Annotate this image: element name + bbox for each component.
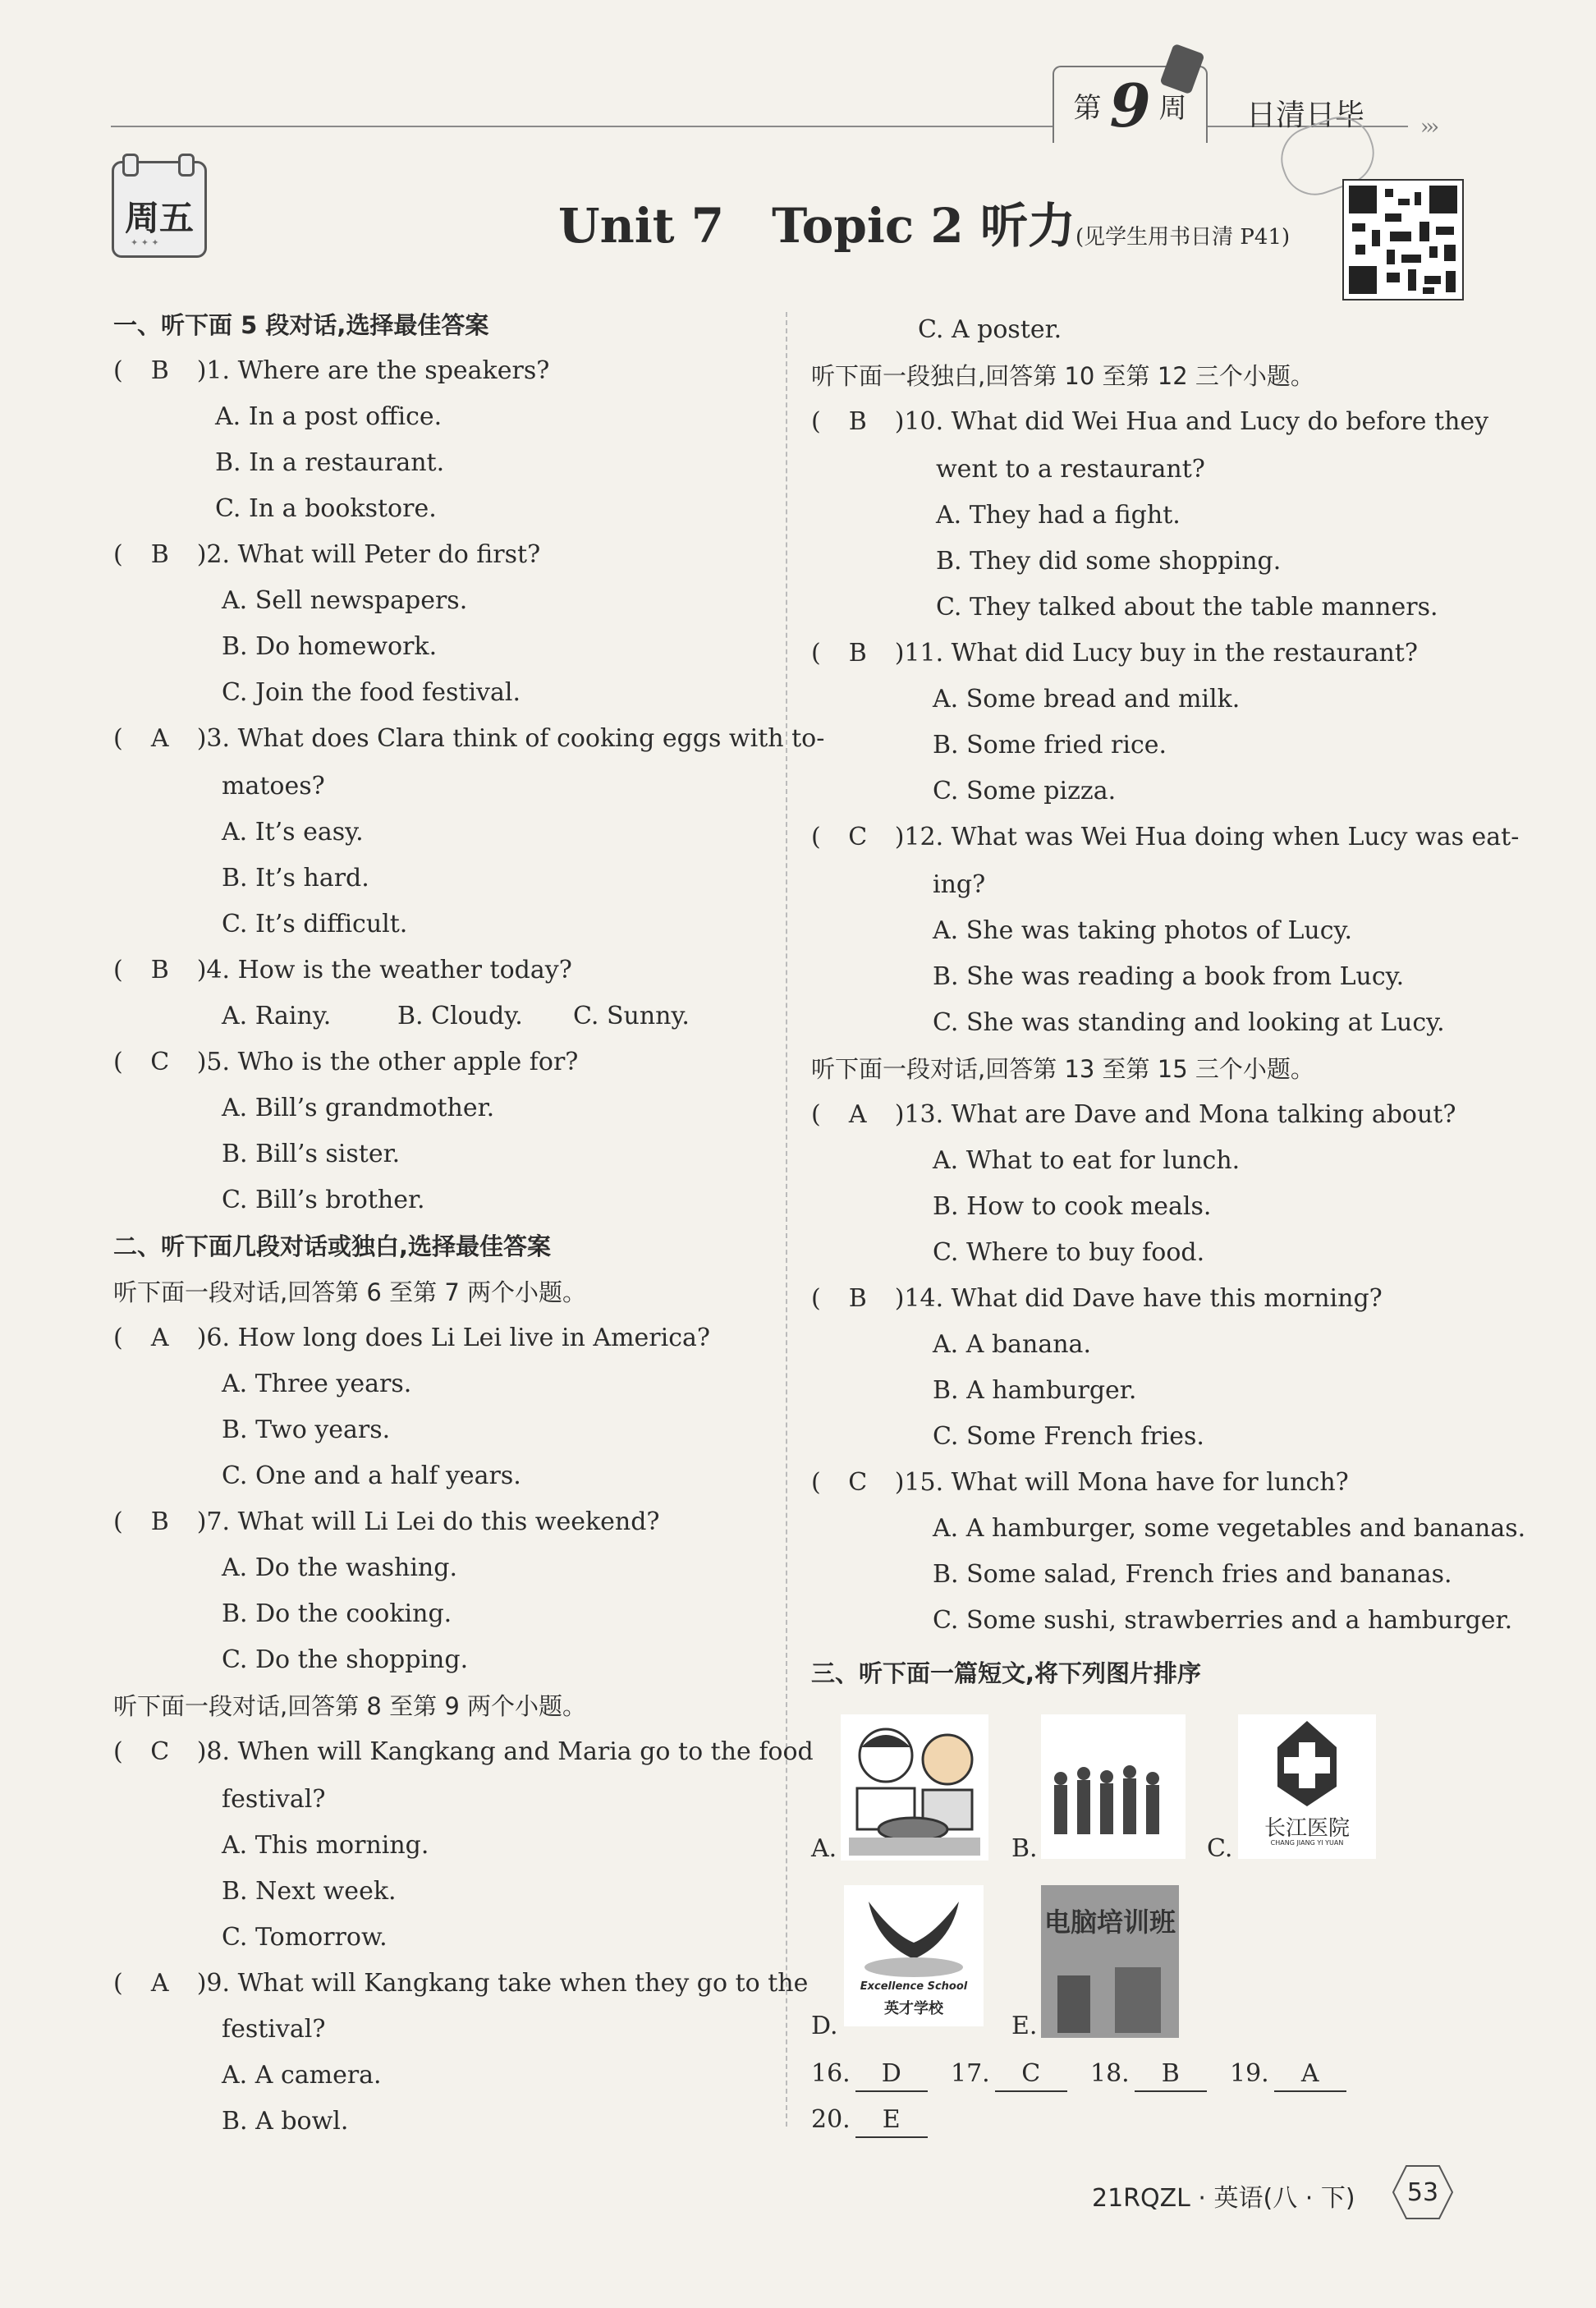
section2-heading: 二、听下面几段对话或独白,选择最佳答案 <box>113 1232 552 1260</box>
option: A. Three years. <box>222 1370 412 1398</box>
option: C. In a bookstore. <box>215 494 437 523</box>
option: B. Do homework. <box>222 632 438 661</box>
option: A. Rainy. <box>222 1002 332 1030</box>
option: A. This morning. <box>222 1831 429 1860</box>
blank-16: 16. D <box>811 2058 928 2092</box>
option: B. She was reading a book from Lucy. <box>933 962 1405 991</box>
question-10-cont: went to a restaurant? <box>936 455 1205 484</box>
option: C. Join the food festival. <box>222 678 521 707</box>
option: B. How to cook meals. <box>933 1192 1212 1221</box>
school-name-cn: 英才学校 <box>884 2000 943 2017</box>
option: A. She was taking photos of Lucy. <box>933 916 1353 945</box>
picture-b-label: B. <box>1011 1834 1038 1863</box>
option: C. A poster. <box>918 315 1062 344</box>
question-4: ( B )4. How is the weather today? <box>113 956 572 984</box>
intro-6-7: 听下面一段对话,回答第 6 至第 7 两个小题。 <box>113 1278 586 1306</box>
option: B. Some fried rice. <box>933 731 1167 759</box>
option: B. A bowl. <box>222 2107 349 2136</box>
option: C. Sunny. <box>573 1002 690 1030</box>
option: C. Some French fries. <box>933 1422 1204 1451</box>
option: B. Do the cooking. <box>222 1599 452 1628</box>
option: C. One and a half years. <box>222 1461 521 1490</box>
option: C. Bill’s brother. <box>222 1186 425 1214</box>
page-title: Unit 7 Topic 2 听力 <box>558 198 1075 254</box>
cooking-picture <box>841 1714 988 1861</box>
question-12-cont: ing? <box>933 870 986 899</box>
option: B. Some salad, French fries and bananas. <box>933 1560 1452 1589</box>
arrows-icon: ››› <box>1420 115 1437 140</box>
option: C. It’s difficult. <box>222 910 408 938</box>
footer-code: 21RQZL · 英语(八 · 下) <box>1092 2184 1355 2213</box>
option: A. A banana. <box>933 1330 1091 1359</box>
question-9-cont: festival? <box>222 2015 326 2044</box>
section3-heading: 三、听下面一篇短文,将下列图片排序 <box>811 1659 1202 1687</box>
blank-17: 17. C <box>951 2058 1067 2092</box>
question-9: ( A )9. What will Kangkang take when they go to the <box>113 1969 809 1998</box>
week-suffix: 周 <box>1158 91 1187 125</box>
option: A. Do the washing. <box>222 1553 457 1582</box>
question-8-cont: festival? <box>222 1785 326 1814</box>
blank-18: 18. B <box>1090 2058 1207 2092</box>
option: C. They talked about the table manners. <box>936 593 1438 622</box>
option: B. Two years. <box>222 1416 391 1444</box>
question-2: ( B )2. What will Peter do first? <box>113 540 541 569</box>
week-number: 9 <box>1109 70 1151 140</box>
option: C. Some sushi, strawberries and a hamburger. <box>933 1606 1513 1635</box>
question-3: ( A )3. What does Clara think of cooking eggs with to- <box>113 724 825 753</box>
question-12: ( C )12. What was Wei Hua doing when Lucy was eat- <box>811 823 1520 851</box>
page-number <box>1392 2164 1454 2220</box>
option: A. Sell newspapers. <box>222 586 468 615</box>
option: A. They had a fight. <box>936 501 1181 530</box>
intro-8-9: 听下面一段对话,回答第 8 至第 9 两个小题。 <box>113 1692 586 1720</box>
question-3-cont: matoes? <box>222 772 325 801</box>
option: B. Bill’s sister. <box>222 1140 401 1168</box>
question-15: ( C )15. What will Mona have for lunch? <box>811 1468 1349 1497</box>
computer-class-sign: 电脑培训班 <box>1044 1907 1176 1938</box>
question-7: ( B )7. What will Li Lei do this weekend? <box>113 1507 660 1536</box>
computer-class-photo <box>1041 1885 1179 2038</box>
question-1: ( B )1. Where are the speakers? <box>113 356 550 385</box>
qr-code-icon <box>1342 179 1464 301</box>
week-prefix: 第 <box>1073 91 1102 125</box>
option: C. She was standing and looking at Lucy. <box>933 1008 1445 1037</box>
school-name-en: Excellence School <box>860 1980 968 1993</box>
option: A. It’s easy. <box>222 818 364 847</box>
option: C. Some pizza. <box>933 777 1117 805</box>
question-13: ( A )13. What are Dave and Mona talking about? <box>811 1100 1456 1129</box>
blank-20: 20. E <box>811 2104 928 2138</box>
question-11: ( B )11. What did Lucy buy in the restaurant? <box>811 639 1418 668</box>
option: A. Bill’s grandmother. <box>222 1094 495 1122</box>
option: A. Some bread and milk. <box>933 685 1241 714</box>
hospital-logo <box>1238 1714 1376 1859</box>
question-5: ( C )5. Who is the other apple for? <box>113 1048 579 1076</box>
question-8: ( C )8. When will Kangkang and Maria go to the food <box>113 1737 814 1766</box>
dancers-picture <box>1041 1714 1186 1859</box>
option: C. Do the shopping. <box>222 1645 469 1674</box>
picture-e-label: E. <box>1011 2012 1038 2040</box>
picture-d-label: D. <box>811 2012 838 2040</box>
slogan: 日清日毕 <box>1246 99 1365 132</box>
option: A. A hamburger, some vegetables and bananas. <box>933 1514 1526 1543</box>
option: B. They did some shopping. <box>936 547 1282 576</box>
option: C. Tomorrow. <box>222 1923 388 1952</box>
header-rule <box>111 126 1408 127</box>
option: B. Cloudy. <box>397 1002 523 1030</box>
option: B. It’s hard. <box>222 864 369 892</box>
intro-10-12: 听下面一段独白,回答第 10 至第 12 三个小题。 <box>811 362 1314 390</box>
school-wings-icon <box>844 1885 984 1984</box>
intro-13-15: 听下面一段对话,回答第 13 至第 15 三个小题。 <box>811 1055 1314 1083</box>
column-divider <box>786 312 787 2127</box>
question-14: ( B )14. What did Dave have this morning? <box>811 1284 1383 1313</box>
picture-c-label: C. <box>1207 1834 1233 1863</box>
day-label: 周五 <box>124 198 194 238</box>
question-10: ( B )10. What did Wei Hua and Lucy do before they <box>811 407 1489 436</box>
option: A. A camera. <box>222 2061 382 2090</box>
section1-heading: 一、听下面 5 段对话,选择最佳答案 <box>113 311 489 339</box>
hospital-cross-icon <box>1238 1714 1376 1813</box>
option: A. What to eat for lunch. <box>933 1146 1241 1175</box>
see-note: (见学生用书日清 P41) <box>1075 225 1291 250</box>
hospital-name: 长江医院 <box>1264 1816 1350 1841</box>
picture-a-label: A. <box>811 1834 837 1863</box>
school-logo <box>844 1885 984 2026</box>
option: A. In a post office. <box>215 402 443 431</box>
day-badge: 周五 ✦ ✦ ✦ <box>112 161 207 258</box>
option: B. Next week. <box>222 1877 397 1906</box>
question-6: ( A )6. How long does Li Lei live in America? <box>113 1324 711 1352</box>
blank-19: 19. A <box>1230 2058 1346 2092</box>
option: B. In a restaurant. <box>215 448 445 477</box>
option: C. Where to buy food. <box>933 1238 1205 1267</box>
option: B. A hamburger. <box>933 1376 1137 1405</box>
hospital-subtitle: CHANG JIANG YI YUAN <box>1270 1839 1344 1847</box>
page-number-text: 53 <box>1406 2177 1439 2207</box>
